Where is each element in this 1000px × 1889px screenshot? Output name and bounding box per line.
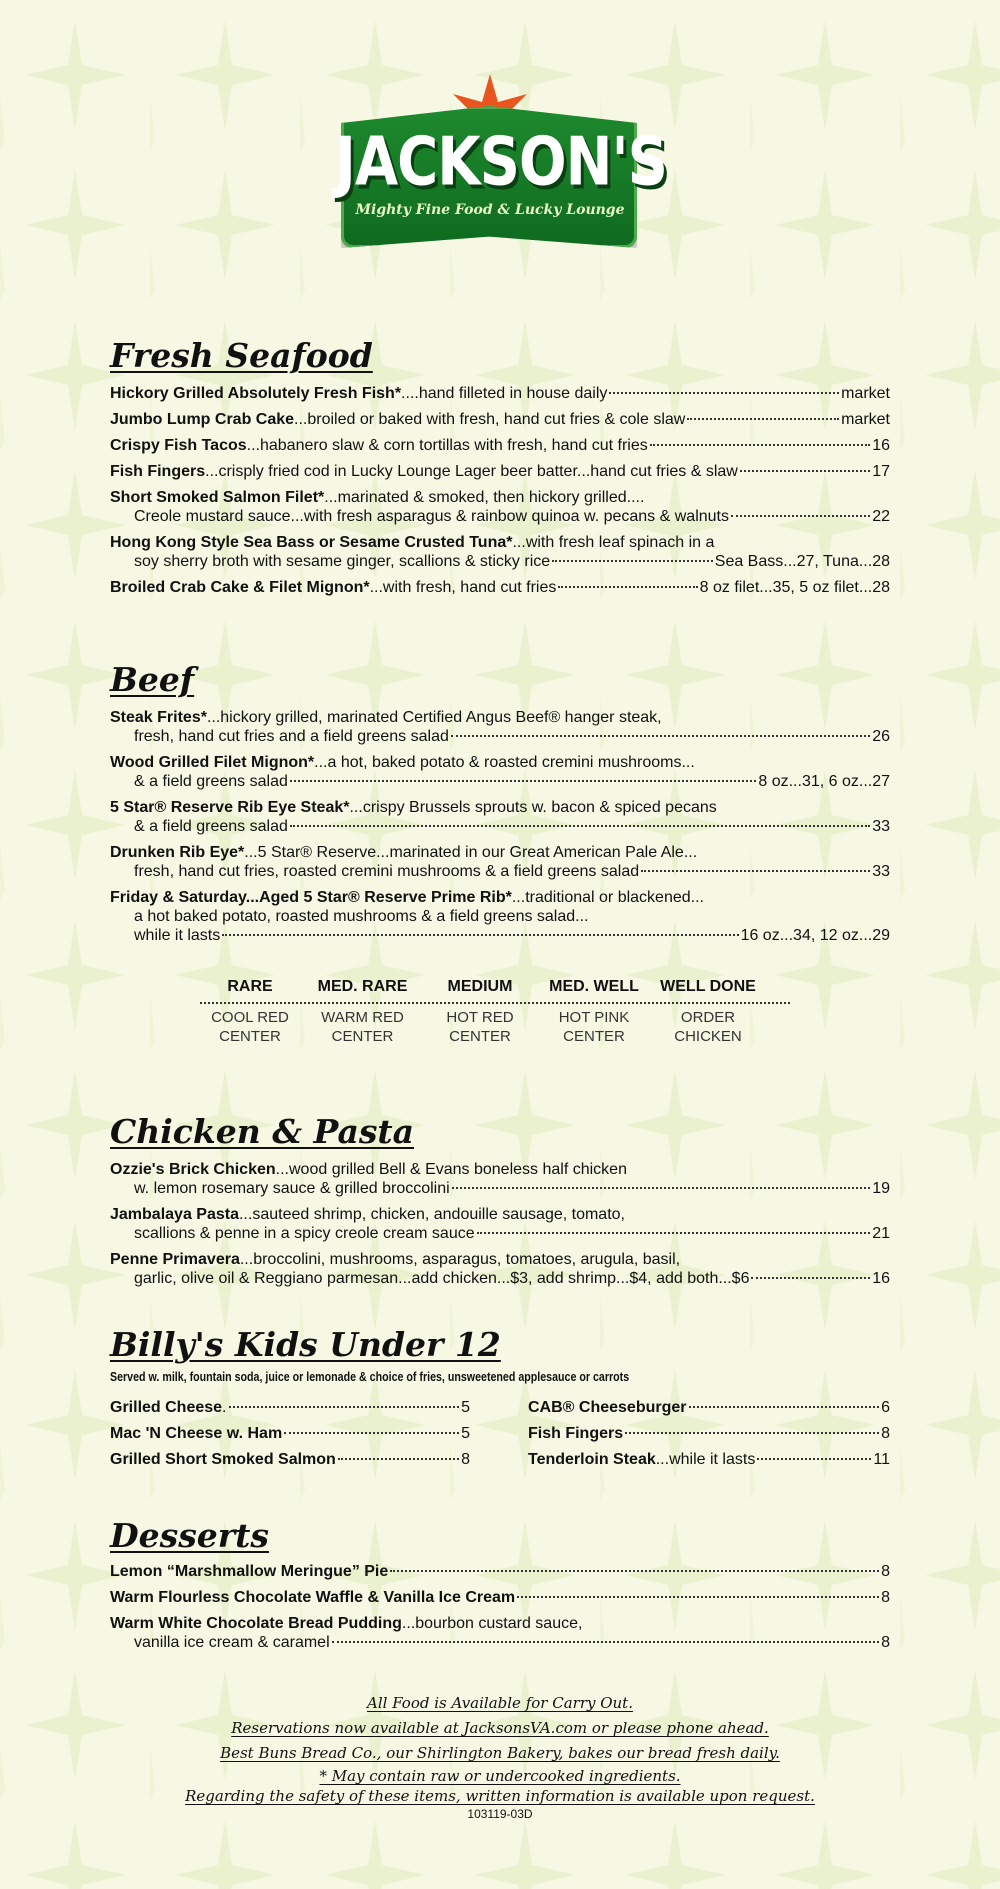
menu-item-line [110, 488, 890, 507]
menu-item-line [110, 384, 890, 403]
footer-notes [100, 1691, 900, 1822]
item-description: ...with fresh leaf spinach in a [512, 534, 715, 551]
item-name: Grilled Short Smoked Salmon [110, 1451, 336, 1468]
item-description: fresh, hand cut fries, roasted cremini mushrooms & a field greens salad [134, 863, 640, 880]
menu-item-line [110, 1588, 890, 1607]
dot-leader [477, 1232, 871, 1234]
menu-item-line [110, 1179, 890, 1198]
menu-item-line [110, 1424, 470, 1443]
item-price: 33 [872, 818, 890, 835]
item-description: ...bourbon custard sauce, [401, 1615, 583, 1632]
menu-item [110, 1614, 890, 1652]
menu-item-line [110, 862, 890, 881]
item-price: 8 oz...31, 6 oz...27 [758, 773, 890, 790]
menu-item [110, 798, 890, 836]
item-description: ...with fresh, hand cut fries [369, 579, 557, 596]
doneness-heading: WELL DONE [660, 978, 756, 995]
doneness-descriptions [200, 1008, 790, 1046]
doneness-desc-line: WARM RED [321, 1009, 404, 1026]
item-price: 26 [872, 728, 890, 745]
section-title: Billy's Kids Under 12 [110, 1325, 501, 1364]
item-description: vanilla ice cream & caramel [134, 1634, 330, 1651]
menu-item-line [110, 436, 890, 455]
item-price: 8 [461, 1451, 470, 1468]
menu-item-line [110, 727, 890, 746]
menu-item-line [110, 926, 890, 945]
item-price: 8 [881, 1563, 890, 1580]
item-name: Crispy Fish Tacos [110, 437, 247, 454]
menu-item [528, 1450, 890, 1469]
section-title: Chicken & Pasta [110, 1112, 415, 1151]
menu-list [110, 384, 890, 597]
item-name: 5 Star® Reserve Rib Eye Steak* [110, 799, 350, 816]
menu-item [110, 1398, 470, 1417]
item-price: 5 [461, 1425, 470, 1442]
section-beef [110, 660, 890, 952]
menu-item [110, 843, 890, 881]
item-description: ...5 Star® Reserve...marinated in our Great American Pale Ale... [244, 844, 698, 861]
menu-item [110, 436, 890, 455]
item-description: while it lasts [134, 927, 221, 944]
item-price: Sea Bass...27, Tuna...28 [714, 553, 890, 570]
item-price: 8 [881, 1425, 890, 1442]
item-price: 16 [872, 437, 890, 454]
dot-leader [650, 444, 870, 446]
menu-item-line [528, 1424, 890, 1443]
dot-leader [740, 470, 870, 472]
item-description: garlic, olive oil & Reggiano parmesan...add chicken...$3, add shrimp...$4, add both...$6 [134, 1270, 750, 1287]
dot-leader [390, 1570, 879, 1572]
item-description: ...traditional or blackened... [511, 889, 704, 906]
menu-item [528, 1398, 890, 1417]
item-description: . [222, 1399, 227, 1416]
item-description: soy sherry broth with sesame ginger, scallions & sticky rice [134, 553, 551, 570]
section-chicken-pasta [110, 1112, 890, 1295]
section-title: Beef [110, 660, 195, 699]
item-name: Grilled Cheese [110, 1399, 223, 1416]
item-description: fresh, hand cut fries and a field greens salad [134, 728, 449, 745]
menu-item [110, 1160, 890, 1198]
item-price: 16 oz...34, 12 oz...29 [740, 927, 890, 944]
item-name: Fish Fingers [110, 463, 206, 480]
item-price: 11 [873, 1451, 890, 1468]
item-description: ...wood grilled Bell & Evans boneless half chicken [275, 1161, 627, 1178]
menu-item-line [110, 1224, 890, 1243]
menu-item-line [110, 772, 890, 791]
item-description: a hot baked potato, roasted mushrooms & a field greens salad... [134, 908, 589, 925]
item-description: ...hickory grilled, marinated Certified Angus Beef® hanger steak, [206, 709, 662, 726]
item-price: 5 [461, 1399, 470, 1416]
dot-leader [625, 1432, 879, 1434]
dot-leader [687, 418, 839, 420]
logo-name: JACKSON'S [335, 123, 667, 202]
doneness-desc-line: CENTER [449, 1028, 511, 1045]
item-name: Wood Grilled Filet Mignon* [110, 754, 315, 771]
item-name: Lemon “Marshmallow Meringue” Pie [110, 1563, 389, 1580]
item-name: Fish Fingers [528, 1425, 624, 1442]
item-description: ...broccolini, mushrooms, asparagus, tomatoes, arugula, basil, [239, 1251, 681, 1268]
item-name: Penne Primavera [110, 1251, 240, 1268]
logo-tagline: Mighty Fine Food & Lucky Lounge [355, 202, 625, 218]
item-description: & a field greens salad [134, 818, 288, 835]
kids-left-column [110, 1398, 470, 1476]
menu-item [110, 1450, 470, 1469]
menu-item [110, 1562, 890, 1581]
menu-item-line [110, 410, 890, 429]
item-price: market [841, 385, 890, 402]
item-description: ...crisply fried cod in Lucky Lounge Lager beer batter...hand cut fries & slaw [205, 463, 738, 480]
raw-ingredients-note: * May contain raw or undercooked ingredients. [319, 1767, 681, 1785]
doneness-description [425, 1008, 535, 1046]
doneness-desc-line: CENTER [331, 1028, 394, 1045]
menu-item-line [110, 1160, 890, 1179]
doneness-description [300, 1008, 425, 1046]
menu-item-line [110, 843, 890, 862]
menu-item-line [110, 533, 890, 552]
dot-leader [332, 1641, 879, 1643]
item-price: 8 oz filet...35, 5 oz filet...28 [699, 579, 890, 596]
doneness-heading: MED. WELL [549, 978, 639, 995]
doneness-desc-line: CENTER [219, 1028, 281, 1045]
item-name: Hong Kong Style Sea Bass or Sesame Crusted Tuna* [110, 534, 513, 551]
item-name: Steak Frites* [110, 709, 207, 726]
section-fresh-seafood [110, 336, 890, 604]
dot-leader [609, 392, 839, 394]
item-name: Hickory Grilled Absolutely Fresh Fish* [110, 385, 402, 402]
kids-subtitle: Served w. milk, fountain soda, juice or lemonade & choice of fries, unsweetened applesauce or carrots [110, 1369, 630, 1384]
item-name: Broiled Crab Cake & Filet Mignon* [110, 579, 370, 596]
item-price: 21 [872, 1225, 890, 1242]
menu-item [110, 533, 890, 571]
doneness-description [535, 1008, 653, 1046]
item-price: market [841, 411, 890, 428]
dot-leader [558, 586, 697, 588]
dot-leader [689, 1406, 880, 1408]
item-description: ...broiled or baked with fresh, hand cut fries & cole slaw [294, 411, 686, 428]
item-price: 19 [872, 1180, 890, 1197]
menu-item [110, 488, 890, 526]
item-name: Jambalaya Pasta [110, 1206, 239, 1223]
menu-item [110, 410, 890, 429]
item-name: Warm White Chocolate Bread Pudding [110, 1615, 402, 1632]
menu-item-line [110, 1614, 890, 1633]
item-description: ...marinated & smoked, then hickory grilled.... [324, 489, 645, 506]
section-desserts [110, 1516, 890, 1659]
item-name: Warm Flourless Chocolate Waffle & Vanilla Ice Cream [110, 1589, 516, 1606]
menu-item [110, 1250, 890, 1288]
doneness-desc-line: COOL RED [211, 1009, 289, 1026]
item-description: scallions & penne in a spicy creole cream sauce [134, 1225, 475, 1242]
safety-note: Regarding the safety of these items, written information is available upon request. [185, 1787, 815, 1805]
doneness-desc-line: ORDER [680, 1009, 736, 1026]
item-name: Drunken Rib Eye* [110, 844, 245, 861]
doneness-description [200, 1008, 300, 1046]
menu-item-line [110, 888, 890, 907]
dot-leader [451, 735, 870, 737]
menu-item-line [110, 578, 890, 597]
menu-item-line [110, 1450, 470, 1469]
doneness-description [653, 1008, 763, 1046]
item-price: 16 [872, 1270, 890, 1287]
doneness-guide [200, 978, 790, 1046]
menu-item-line [528, 1450, 890, 1469]
doneness-desc-line: CHICKEN [674, 1028, 742, 1045]
menu-item [110, 1424, 470, 1443]
item-description: ...while it lasts [655, 1451, 756, 1468]
doneness-desc-line: HOT RED [446, 1009, 514, 1026]
dot-leader [751, 1277, 870, 1279]
reservations-note: Reservations now available at JacksonsVA.com or please phone ahead. [231, 1719, 769, 1737]
menu-item-line [110, 1269, 890, 1288]
item-name: Short Smoked Salmon Filet* [110, 489, 325, 506]
dot-leader [338, 1458, 459, 1460]
item-description: ...a hot, baked potato & roasted cremini mushrooms... [314, 754, 695, 771]
section-title: Fresh Seafood [110, 336, 373, 375]
item-name: Friday & Saturday...Aged 5 Star® Reserve Prime Rib* [110, 889, 512, 906]
dot-leader [222, 934, 738, 936]
menu-code: 103119-03D [467, 1807, 533, 1821]
menu-item [110, 1205, 890, 1243]
doneness-desc-line: CENTER [563, 1028, 625, 1045]
dot-leader [290, 780, 756, 782]
item-description: ...crispy Brussels sprouts w. bacon & spiced pecans [349, 799, 717, 816]
menu-item [528, 1424, 890, 1443]
menu-item [110, 708, 890, 746]
menu-item-line [110, 907, 890, 926]
menu-list [110, 1160, 890, 1288]
dot-leader [641, 870, 870, 872]
menu-item-line [110, 798, 890, 817]
menu-item-line [110, 1562, 890, 1581]
menu-item-line [110, 507, 890, 526]
menu-item [110, 1588, 890, 1607]
jacksons-logo [335, 72, 667, 262]
item-price: 22 [872, 508, 890, 525]
item-price: 17 [872, 463, 890, 480]
doneness-headings [200, 978, 790, 1004]
item-price: 8 [881, 1634, 890, 1651]
section-kids [110, 1325, 890, 1476]
menu-item-line [110, 753, 890, 772]
menu-item-line [110, 1633, 890, 1652]
kids-right-column [528, 1398, 890, 1476]
item-name: Tenderloin Steak [528, 1451, 656, 1468]
dot-leader [731, 515, 870, 517]
item-description: w. lemon rosemary sauce & grilled broccolini [134, 1180, 450, 1197]
dot-leader [517, 1596, 879, 1598]
menu-item-line [110, 552, 890, 571]
section-title: Desserts [110, 1516, 269, 1555]
doneness-heading: MEDIUM [447, 978, 513, 995]
menu-item [110, 384, 890, 403]
menu-item-line [528, 1398, 890, 1417]
menu-item-line [110, 708, 890, 727]
item-name: CAB® Cheeseburger [528, 1399, 687, 1416]
menu-item [110, 578, 890, 597]
item-description: ....hand filleted in house daily [401, 385, 608, 402]
doneness-heading: RARE [227, 978, 273, 995]
menu-item-line [110, 462, 890, 481]
menu-item [110, 753, 890, 791]
menu-list [110, 1562, 890, 1652]
menu-item-line [110, 1398, 470, 1417]
dot-leader [290, 825, 870, 827]
item-price: 33 [872, 863, 890, 880]
menu-item-line [110, 1205, 890, 1224]
menu-item [110, 888, 890, 945]
item-description: Creole mustard sauce...with fresh asparagus & rainbow quinoa w. pecans & walnuts [134, 508, 729, 525]
dot-leader [757, 1458, 871, 1460]
dot-leader [229, 1406, 460, 1408]
item-price: 6 [881, 1399, 890, 1416]
doneness-heading: MED. RARE [317, 978, 408, 995]
dot-leader [284, 1432, 459, 1434]
menu-list [110, 708, 890, 945]
menu-item [110, 462, 890, 481]
dot-leader [552, 560, 713, 562]
doneness-desc-line: HOT PINK [558, 1009, 630, 1026]
dot-leader [452, 1187, 871, 1189]
item-name: Mac 'N Cheese w. Ham [110, 1425, 283, 1442]
item-description: ...habanero slaw & corn tortillas with fresh, hand cut fries [246, 437, 648, 454]
item-name: Ozzie's Brick Chicken [110, 1161, 276, 1178]
item-description: & a field greens salad [134, 773, 288, 790]
item-description: ...sauteed shrimp, chicken, andouille sausage, tomato, [238, 1206, 625, 1223]
menu-item-line [110, 1250, 890, 1269]
bakery-note: Best Buns Bread Co., our Shirlington Bakery, bakes our bread fresh daily. [220, 1744, 780, 1762]
carry-out-note: All Food is Available for Carry Out. [367, 1694, 633, 1712]
item-name: Jumbo Lump Crab Cake [110, 411, 295, 428]
menu-item-line [110, 817, 890, 836]
item-price: 8 [881, 1589, 890, 1606]
